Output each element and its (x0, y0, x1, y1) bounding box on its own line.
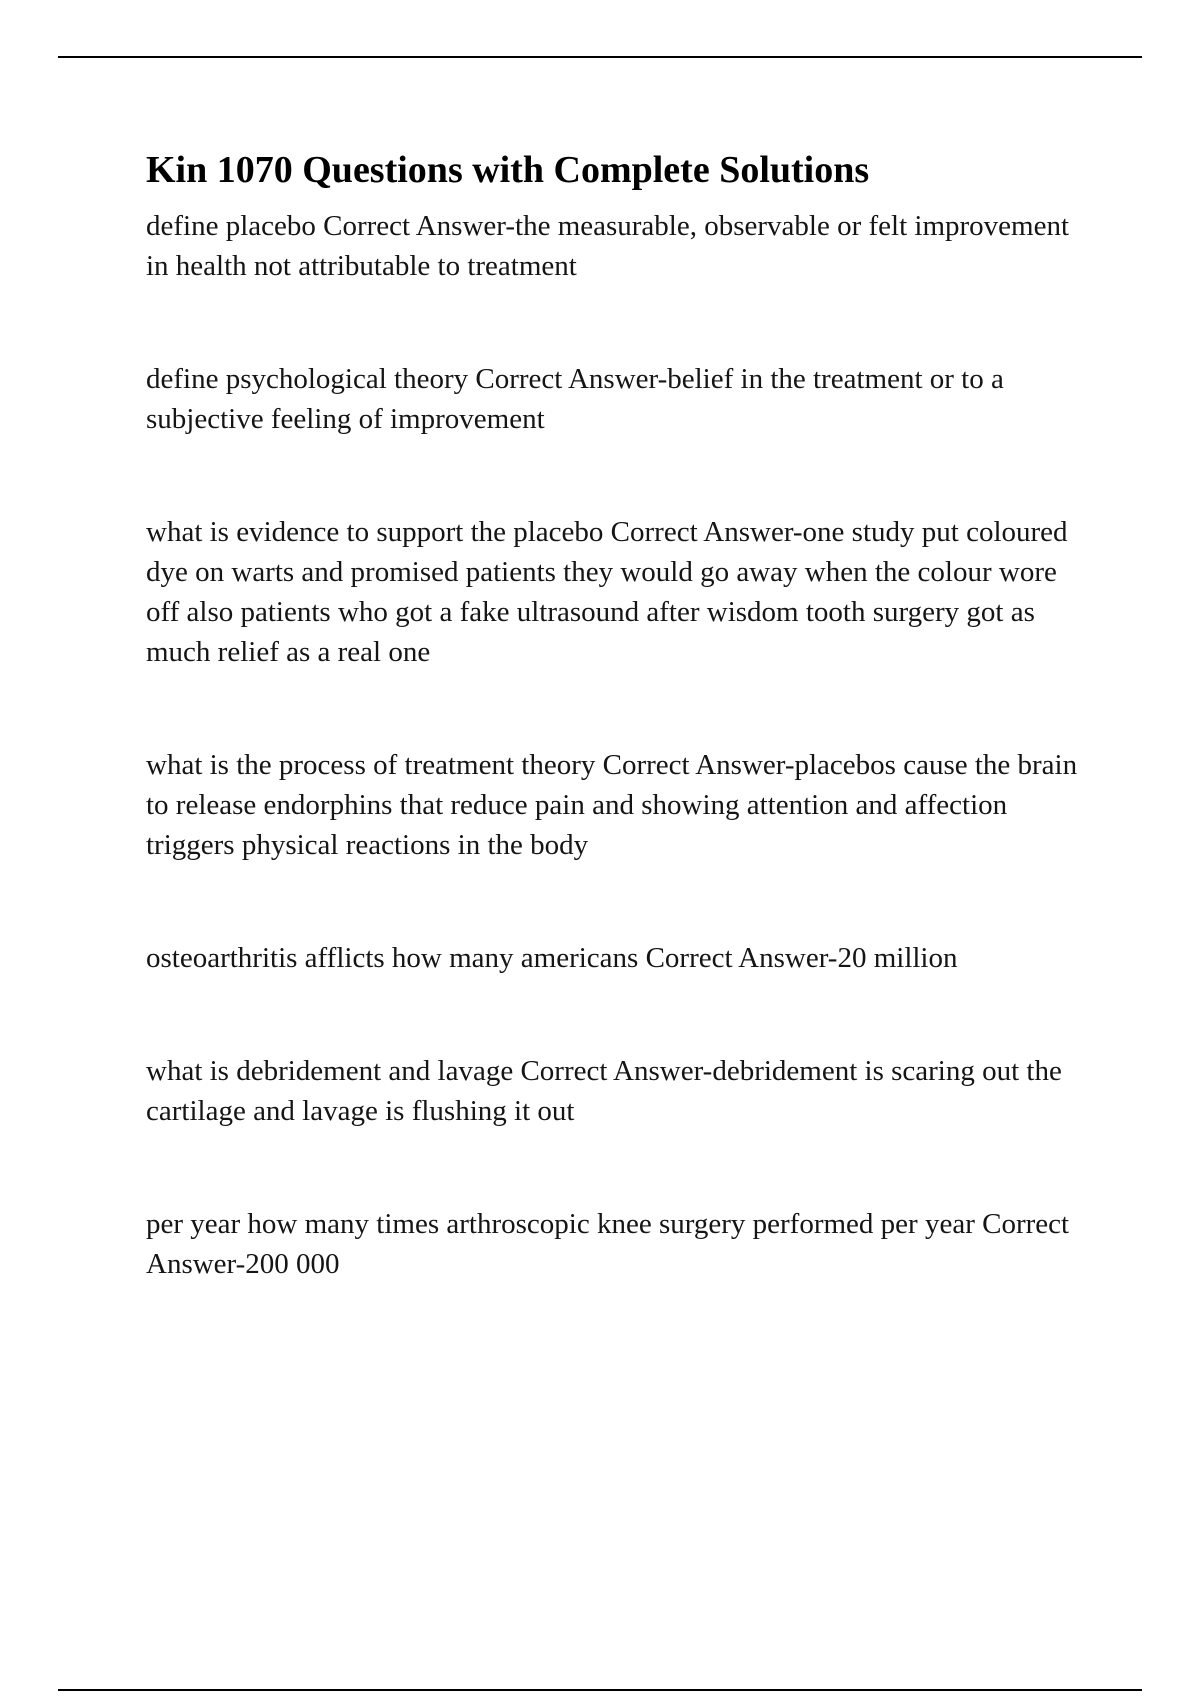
qa-entry: define psychological theory Correct Answer-belief in the treatment or to a subjective feeling of improvement (146, 363, 1004, 435)
bottom-divider (58, 1689, 1142, 1691)
top-divider (58, 56, 1142, 58)
document-body (146, 142, 1096, 1284)
qa-entry: what is evidence to support the placebo Correct Answer-one study put coloured dye on warts and promised patients they would go away when the colour wore off also patients who got a fake ultrasound after wisdom tooth surgery got as much relief as a real one (146, 516, 1068, 668)
qa-entry: per year how many times arthroscopic knee surgery performed per year Correct Answer-200 000 (146, 1208, 1070, 1280)
qa-entry: what is the process of treatment theory Correct Answer-placebos cause the brain to release endorphins that reduce pain and showing attention and affection triggers physical reactions in the body (146, 749, 1078, 861)
qa-entry: what is debridement and lavage Correct Answer-debridement is scaring out the cartilage and lavage is flushing it out (146, 1055, 1062, 1127)
qa-entry: define placebo Correct Answer-the measurable, observable or felt improvement in health not attributable to treatment (146, 210, 1070, 282)
qa-entry: osteoarthritis afflicts how many americans Correct Answer-20 million (146, 942, 958, 974)
document-title: Kin 1070 Questions with Complete Solutions (146, 149, 870, 191)
